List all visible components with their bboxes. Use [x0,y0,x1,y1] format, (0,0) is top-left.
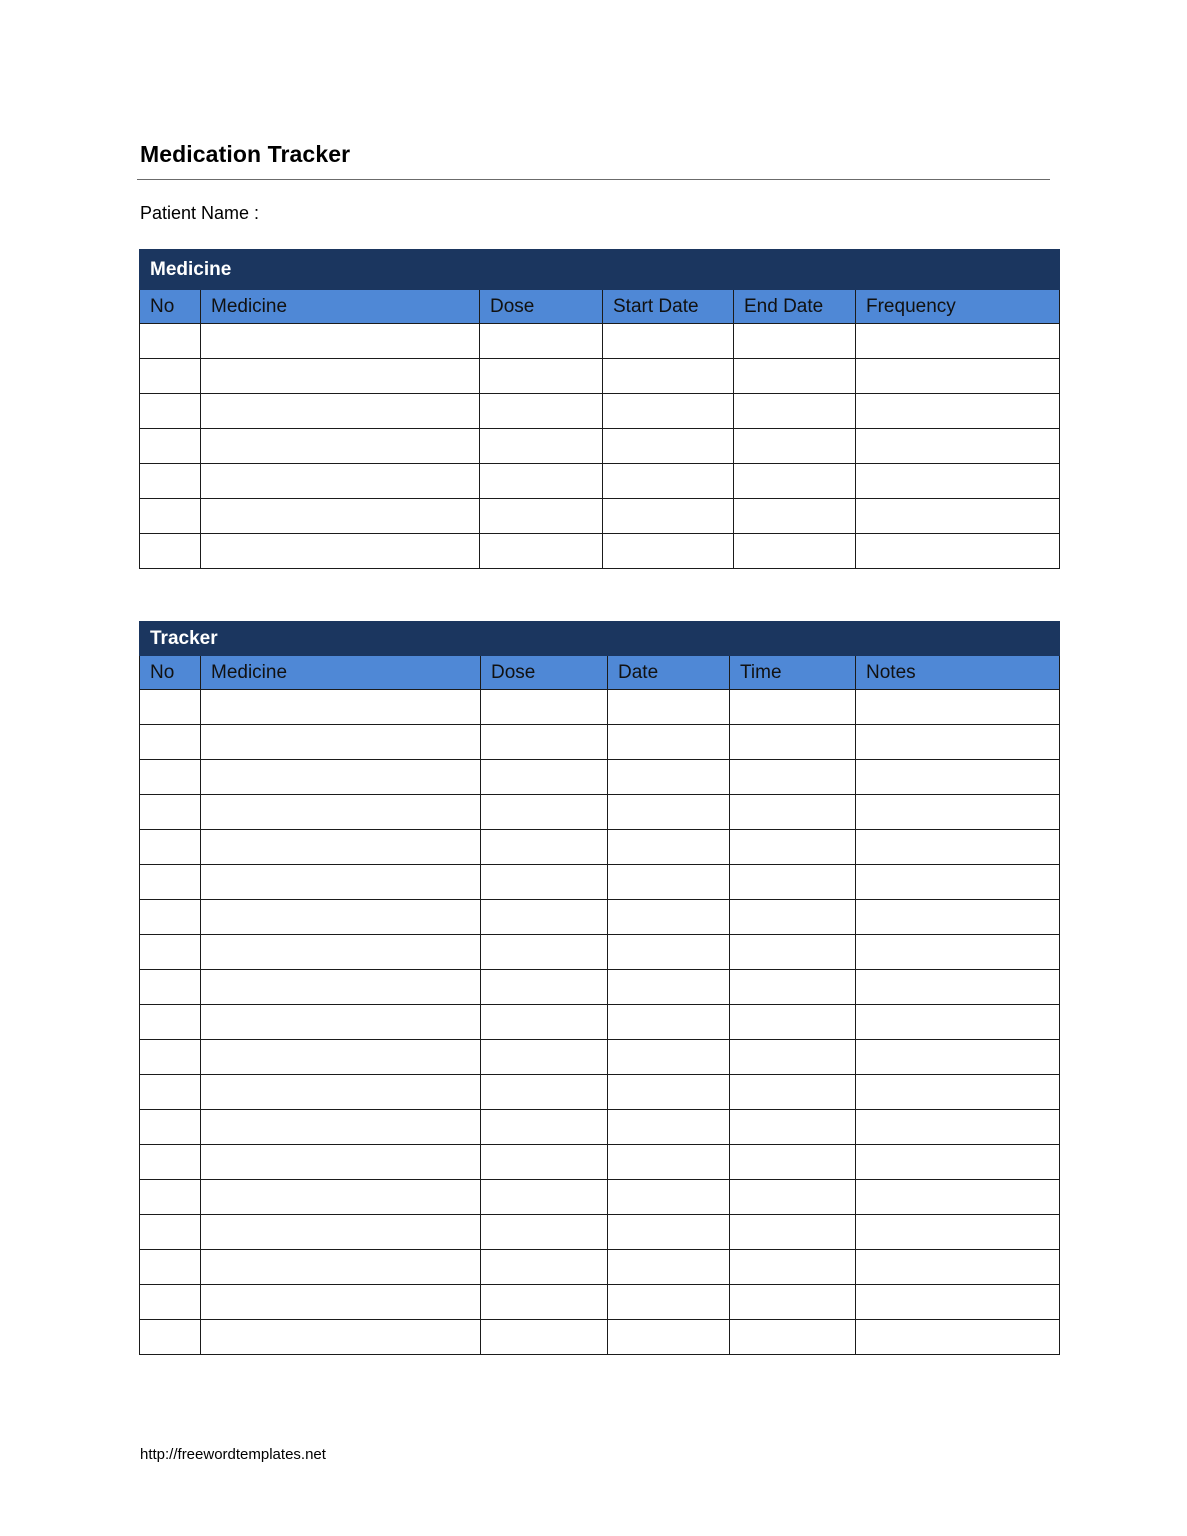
table-cell [140,865,201,900]
table-cell [481,1040,608,1075]
table-cell [856,1075,1060,1110]
table-cell [481,1005,608,1040]
table-cell [608,690,730,725]
table-cell [856,1040,1060,1075]
column-header-dose: Dose [480,290,603,324]
table-cell [856,1145,1060,1180]
table-cell [140,534,201,569]
table-cell [481,865,608,900]
table-cell [201,499,480,534]
table-row [140,394,1060,429]
table-cell [140,1215,201,1250]
table-cell [730,935,856,970]
table-cell [608,1180,730,1215]
medicine-column-headers [140,290,1060,324]
table-cell [608,830,730,865]
table-cell [608,760,730,795]
table-cell [856,830,1060,865]
table-cell [201,534,480,569]
table-cell [140,970,201,1005]
table-cell [201,690,481,725]
patient-name-label: Patient Name : [140,203,260,223]
table-cell [856,970,1060,1005]
table-cell [201,1250,481,1285]
table-cell [730,795,856,830]
table-cell [140,935,201,970]
table-cell [480,359,603,394]
table-cell [140,359,201,394]
table-cell [608,1005,730,1040]
table-cell [608,900,730,935]
table-cell [730,1145,856,1180]
table-cell [140,690,201,725]
table-cell [201,394,480,429]
table-cell [856,1180,1060,1215]
table-row [140,935,1060,970]
table-cell [201,760,481,795]
column-header-medicine: Medicine [201,656,481,690]
table-cell [201,725,481,760]
table-row [140,1110,1060,1145]
table-cell [730,865,856,900]
footer-url: http://freewordtemplates.net [140,1446,326,1463]
medicine-table [139,249,1060,569]
table-cell [856,865,1060,900]
table-cell [481,935,608,970]
table-row [140,1215,1060,1250]
table-cell [856,394,1060,429]
table-cell [201,359,480,394]
table-cell [730,725,856,760]
medicine-section-title: Medicine [140,250,1060,290]
table-cell [140,1040,201,1075]
table-cell [608,1320,730,1355]
table-row [140,1075,1060,1110]
title-divider [137,179,1050,180]
table-cell [481,970,608,1005]
table-cell [201,1285,481,1320]
table-cell [140,830,201,865]
table-cell [603,324,734,359]
table-cell [140,725,201,760]
table-cell [201,830,481,865]
table-cell [856,499,1060,534]
table-cell [481,1215,608,1250]
table-cell [608,1075,730,1110]
table-cell [856,429,1060,464]
table-row [140,795,1060,830]
table-cell [730,1040,856,1075]
table-cell [481,1320,608,1355]
table-cell [856,1005,1060,1040]
table-cell [201,1180,481,1215]
table-cell [481,1075,608,1110]
table-cell [140,1250,201,1285]
table-cell [856,1285,1060,1320]
table-cell [201,900,481,935]
table-cell [140,1320,201,1355]
table-cell [730,1285,856,1320]
table-cell [481,1180,608,1215]
table-cell [608,970,730,1005]
table-cell [734,429,856,464]
table-cell [608,1110,730,1145]
table-cell [201,324,480,359]
table-cell [603,464,734,499]
table-row [140,324,1060,359]
column-header-time: Time [730,656,856,690]
table-cell [856,725,1060,760]
table-cell [730,1110,856,1145]
table-cell [481,1110,608,1145]
table-row [140,1040,1060,1075]
table-cell [480,429,603,464]
table-cell [730,830,856,865]
table-cell [481,795,608,830]
table-cell [201,795,481,830]
table-cell [140,900,201,935]
table-cell [201,865,481,900]
table-cell [730,1005,856,1040]
table-cell [201,935,481,970]
table-cell [140,760,201,795]
table-row [140,830,1060,865]
table-cell [603,534,734,569]
table-cell [201,1040,481,1075]
column-header-end-date: End Date [734,290,856,324]
table-cell [480,534,603,569]
table-cell [481,760,608,795]
table-cell [734,534,856,569]
table-cell [140,464,201,499]
table-row [140,1250,1060,1285]
table-cell [140,1005,201,1040]
column-header-no: No [140,290,201,324]
table-cell [481,1250,608,1285]
table-cell [856,1250,1060,1285]
table-cell [201,1075,481,1110]
table-cell [734,499,856,534]
table-row [140,1285,1060,1320]
table-row [140,900,1060,935]
table-cell [140,1110,201,1145]
table-row [140,1180,1060,1215]
tracker-table [139,621,1060,1355]
table-cell [201,1320,481,1355]
table-row [140,725,1060,760]
table-cell [730,1215,856,1250]
table-cell [856,464,1060,499]
table-cell [730,1250,856,1285]
table-cell [608,935,730,970]
table-row [140,499,1060,534]
table-row [140,534,1060,569]
table-cell [730,1180,856,1215]
table-cell [608,1215,730,1250]
column-header-start-date: Start Date [603,290,734,324]
table-row [140,464,1060,499]
table-cell [480,394,603,429]
column-header-no: No [140,656,201,690]
table-cell [140,1075,201,1110]
table-cell [140,1180,201,1215]
table-cell [480,324,603,359]
table-cell [481,830,608,865]
table-cell [856,935,1060,970]
table-cell [481,725,608,760]
table-cell [201,429,480,464]
table-cell [856,760,1060,795]
table-cell [481,900,608,935]
table-row [140,970,1060,1005]
table-cell [201,1005,481,1040]
table-cell [481,1145,608,1180]
table-cell [856,359,1060,394]
table-cell [608,1285,730,1320]
column-header-date: Date [608,656,730,690]
table-cell [856,324,1060,359]
table-cell [480,499,603,534]
table-cell [608,1040,730,1075]
table-cell [730,1075,856,1110]
table-cell [734,394,856,429]
table-cell [140,1285,201,1320]
table-row [140,359,1060,394]
table-cell [856,795,1060,830]
table-cell [201,1215,481,1250]
table-cell [734,324,856,359]
table-row [140,760,1060,795]
tracker-section-title: Tracker [140,622,1060,656]
table-cell [603,359,734,394]
table-cell [201,970,481,1005]
table-cell [734,359,856,394]
table-cell [481,1285,608,1320]
column-header-dose: Dose [481,656,608,690]
column-header-frequency: Frequency [856,290,1060,324]
table-cell [201,1110,481,1145]
table-cell [140,499,201,534]
table-cell [730,970,856,1005]
table-cell [856,1215,1060,1250]
table-row [140,865,1060,900]
table-cell [730,690,856,725]
table-cell [201,1145,481,1180]
tracker-column-headers [140,656,1060,690]
table-cell [856,690,1060,725]
table-cell [730,1320,856,1355]
table-cell [603,429,734,464]
table-cell [608,1250,730,1285]
table-cell [140,1145,201,1180]
table-cell [734,464,856,499]
table-cell [140,429,201,464]
table-cell [140,394,201,429]
column-header-notes: Notes [856,656,1060,690]
table-cell [608,725,730,760]
table-row [140,690,1060,725]
table-cell [608,865,730,900]
table-cell [608,795,730,830]
table-cell [140,324,201,359]
column-header-medicine: Medicine [201,290,480,324]
table-cell [480,464,603,499]
page-title: Medication Tracker [140,141,351,167]
table-cell [603,394,734,429]
table-row [140,429,1060,464]
table-cell [201,464,480,499]
table-cell [481,690,608,725]
table-row [140,1320,1060,1355]
table-cell [603,499,734,534]
table-cell [730,760,856,795]
table-cell [856,1110,1060,1145]
table-cell [140,795,201,830]
table-row [140,1005,1060,1040]
table-cell [856,1320,1060,1355]
table-row [140,1145,1060,1180]
table-cell [856,534,1060,569]
table-cell [730,900,856,935]
table-cell [608,1145,730,1180]
table-cell [856,900,1060,935]
